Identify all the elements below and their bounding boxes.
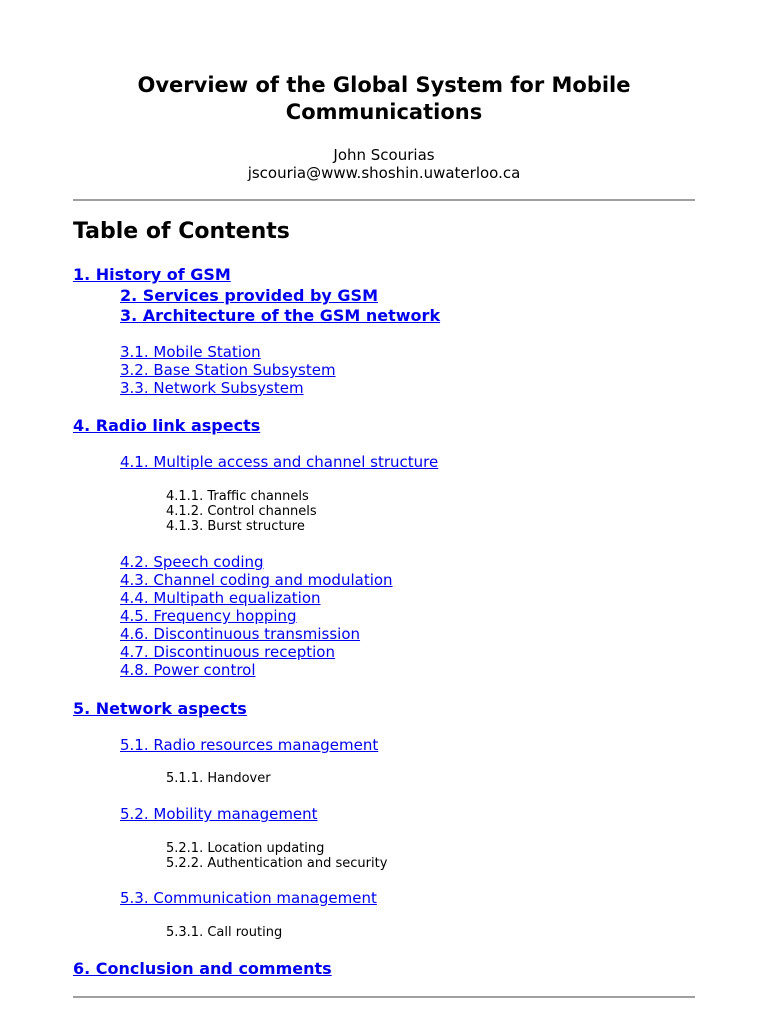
toc-link-base-station-subsystem[interactable]: 3.2. Base Station Subsystem xyxy=(120,361,336,379)
toc-item-authentication-security: 5.2.2. Authentication and security xyxy=(166,856,388,871)
author-block xyxy=(0,146,768,182)
toc-item-handover: 5.1.1. Handover xyxy=(166,771,271,786)
toc-link-radio-resources[interactable]: 5.1. Radio resources management xyxy=(120,736,379,754)
toc-link-radio-link[interactable]: 4. Radio link aspects xyxy=(73,416,261,435)
toc-item-location-updating: 5.2.1. Location updating xyxy=(166,841,325,856)
toc-link-mobile-station[interactable]: 3.1. Mobile Station xyxy=(120,343,261,361)
document-title xyxy=(0,72,768,126)
toc-link-communication-management[interactable]: 5.3. Communication management xyxy=(120,889,377,907)
toc-item-traffic-channels: 4.1.1. Traffic channels xyxy=(166,489,309,504)
title-line-1: Overview of the Global System for Mobile xyxy=(137,73,631,97)
toc-link-services[interactable]: 2. Services provided by GSM xyxy=(120,286,378,305)
title-line-2: Communications xyxy=(285,100,483,124)
toc-link-history[interactable]: 1. History of GSM xyxy=(73,265,231,284)
top-divider xyxy=(73,199,695,201)
toc-heading: Table of Contents xyxy=(73,219,290,244)
toc-link-conclusion[interactable]: 6. Conclusion and comments xyxy=(73,959,332,978)
toc-link-architecture[interactable]: 3. Architecture of the GSM network xyxy=(120,306,441,325)
toc-link-mobility-management[interactable]: 5.2. Mobility management xyxy=(120,805,318,823)
toc-link-network-subsystem[interactable]: 3.3. Network Subsystem xyxy=(120,379,304,397)
toc-link-multipath-equalization[interactable]: 4.4. Multipath equalization xyxy=(120,589,321,607)
author-name: John Scourias xyxy=(333,146,435,164)
toc-link-frequency-hopping[interactable]: 4.5. Frequency hopping xyxy=(120,607,297,625)
toc-item-burst-structure: 4.1.3. Burst structure xyxy=(166,519,305,534)
author-email: jscouria@www.shoshin.uwaterloo.ca xyxy=(247,164,521,182)
toc-item-call-routing: 5.3.1. Call routing xyxy=(166,925,283,940)
toc-link-channel-coding[interactable]: 4.3. Channel coding and modulation xyxy=(120,571,393,589)
toc-link-multiple-access[interactable]: 4.1. Multiple access and channel structure xyxy=(120,453,439,471)
toc-link-speech-coding[interactable]: 4.2. Speech coding xyxy=(120,553,264,571)
toc-link-network-aspects[interactable]: 5. Network aspects xyxy=(73,699,247,718)
toc-item-control-channels: 4.1.2. Control channels xyxy=(166,504,317,519)
toc-link-discontinuous-transmission[interactable]: 4.6. Discontinuous transmission xyxy=(120,625,361,643)
bottom-divider xyxy=(73,996,695,998)
toc-link-power-control[interactable]: 4.8. Power control xyxy=(120,661,256,679)
toc-link-discontinuous-reception[interactable]: 4.7. Discontinuous reception xyxy=(120,643,335,661)
